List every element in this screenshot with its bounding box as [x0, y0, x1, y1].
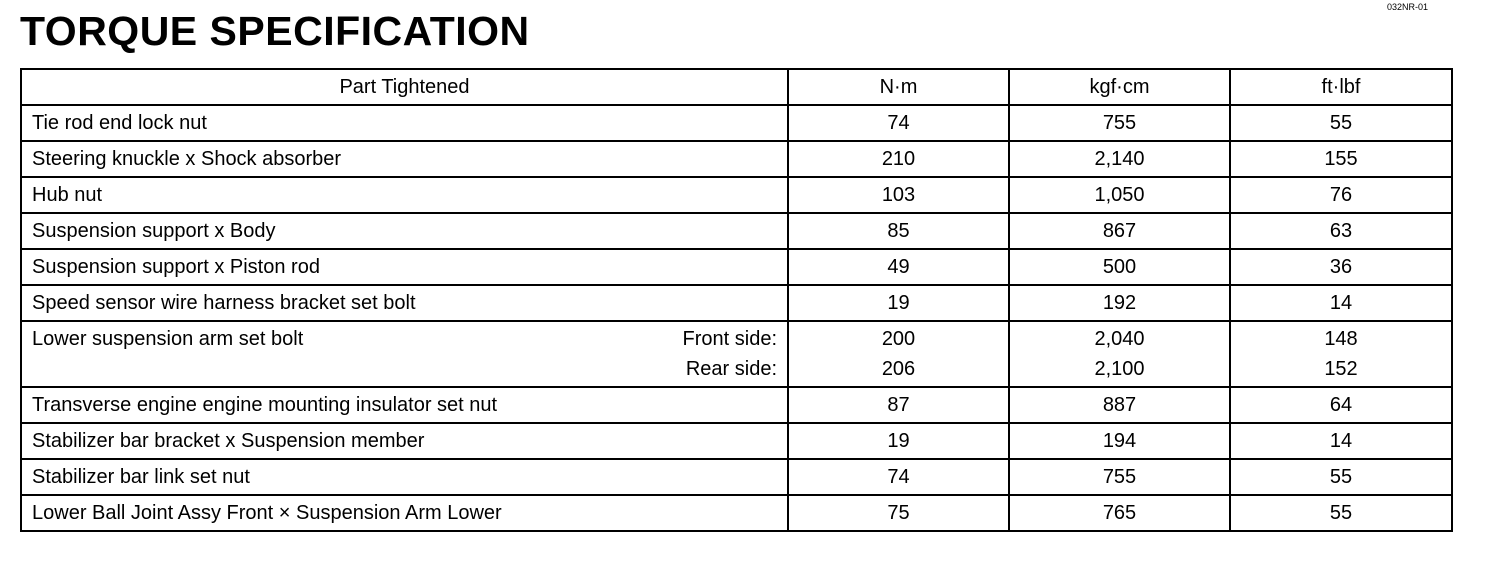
- table-row: [21, 495, 1452, 531]
- kgfcm-rear: 2,100: [1094, 358, 1145, 380]
- table-row: [21, 213, 1452, 249]
- ftlbf-cell: 36: [1230, 249, 1452, 285]
- ftlbf-cell: 64: [1230, 387, 1452, 423]
- column-header-nm: N·m: [788, 69, 1009, 105]
- table-row: [21, 321, 1452, 387]
- table-row: [21, 105, 1452, 141]
- ftlbf-cell: 155: [1230, 141, 1452, 177]
- ftlbf-front: 148: [1324, 328, 1358, 350]
- table-header-row: [21, 69, 1452, 105]
- kgfcm-cell: 500: [1009, 249, 1230, 285]
- part-cell: Stabilizer bar bracket x Suspension member: [21, 423, 788, 459]
- kgfcm-cell: 755: [1009, 459, 1230, 495]
- kgfcm-cell: 192: [1009, 285, 1230, 321]
- kgfcm-cell: [1009, 321, 1230, 387]
- part-cell: Tie rod end lock nut: [21, 105, 788, 141]
- kgfcm-cell: 765: [1009, 495, 1230, 531]
- nm-cell: 74: [788, 459, 1009, 495]
- table-row: [21, 423, 1452, 459]
- column-header-ftlbf: ft·lbf: [1230, 69, 1452, 105]
- torque-spec-table: [20, 68, 1453, 532]
- page-title: TORQUE SPECIFICATION: [20, 8, 530, 54]
- part-cell: Suspension support x Piston rod: [21, 249, 788, 285]
- part-cell: Suspension support x Body: [21, 213, 788, 249]
- nm-cell: 74: [788, 105, 1009, 141]
- sub-label-front: Front side:: [682, 328, 777, 350]
- nm-cell: 75: [788, 495, 1009, 531]
- nm-cell: 19: [788, 423, 1009, 459]
- part-cell: Transverse engine engine mounting insulator set nut: [21, 387, 788, 423]
- part-cell: Steering knuckle x Shock absorber: [21, 141, 788, 177]
- ftlbf-cell: 55: [1230, 105, 1452, 141]
- kgfcm-cell: 867: [1009, 213, 1230, 249]
- nm-cell: 210: [788, 141, 1009, 177]
- part-cell: Hub nut: [21, 177, 788, 213]
- kgfcm-cell: 2,140: [1009, 141, 1230, 177]
- ftlbf-cell: 14: [1230, 285, 1452, 321]
- nm-front: 200: [881, 328, 916, 350]
- ftlbf-cell: [1230, 321, 1452, 387]
- kgfcm-cell: 887: [1009, 387, 1230, 423]
- ftlbf-cell: 55: [1230, 459, 1452, 495]
- ftlbf-cell: 14: [1230, 423, 1452, 459]
- part-cell: Lower Ball Joint Assy Front × Suspension Arm Lower: [21, 495, 788, 531]
- nm-cell: 85: [788, 213, 1009, 249]
- kgfcm-cell: 1,050: [1009, 177, 1230, 213]
- kgfcm-front: 2,040: [1094, 328, 1145, 350]
- nm-cell: [788, 321, 1009, 387]
- column-header-kgfcm: kgf·cm: [1009, 69, 1230, 105]
- nm-cell: 103: [788, 177, 1009, 213]
- table-row: [21, 249, 1452, 285]
- ftlbf-rear: 152: [1324, 358, 1358, 380]
- table-row: [21, 177, 1452, 213]
- table-row: [21, 141, 1452, 177]
- kgfcm-cell: 194: [1009, 423, 1230, 459]
- ftlbf-cell: 63: [1230, 213, 1452, 249]
- part-cell: Speed sensor wire harness bracket set bolt: [21, 285, 788, 321]
- nm-cell: 87: [788, 387, 1009, 423]
- part-cell: [21, 321, 788, 387]
- sub-label-rear: Rear side:: [685, 358, 777, 380]
- nm-cell: 49: [788, 249, 1009, 285]
- kgfcm-cell: 755: [1009, 105, 1230, 141]
- nm-rear: 206: [881, 358, 916, 380]
- table-row: [21, 285, 1452, 321]
- table-row: [21, 459, 1452, 495]
- column-header-part: Part Tightened: [21, 69, 788, 105]
- table-row: [21, 387, 1452, 423]
- part-name: Lower suspension arm set bolt: [32, 328, 304, 350]
- part-cell: Stabilizer bar link set nut: [21, 459, 788, 495]
- ftlbf-cell: 55: [1230, 495, 1452, 531]
- nm-cell: 19: [788, 285, 1009, 321]
- ftlbf-cell: 76: [1230, 177, 1452, 213]
- document-code: 032NR-01: [1386, 2, 1428, 12]
